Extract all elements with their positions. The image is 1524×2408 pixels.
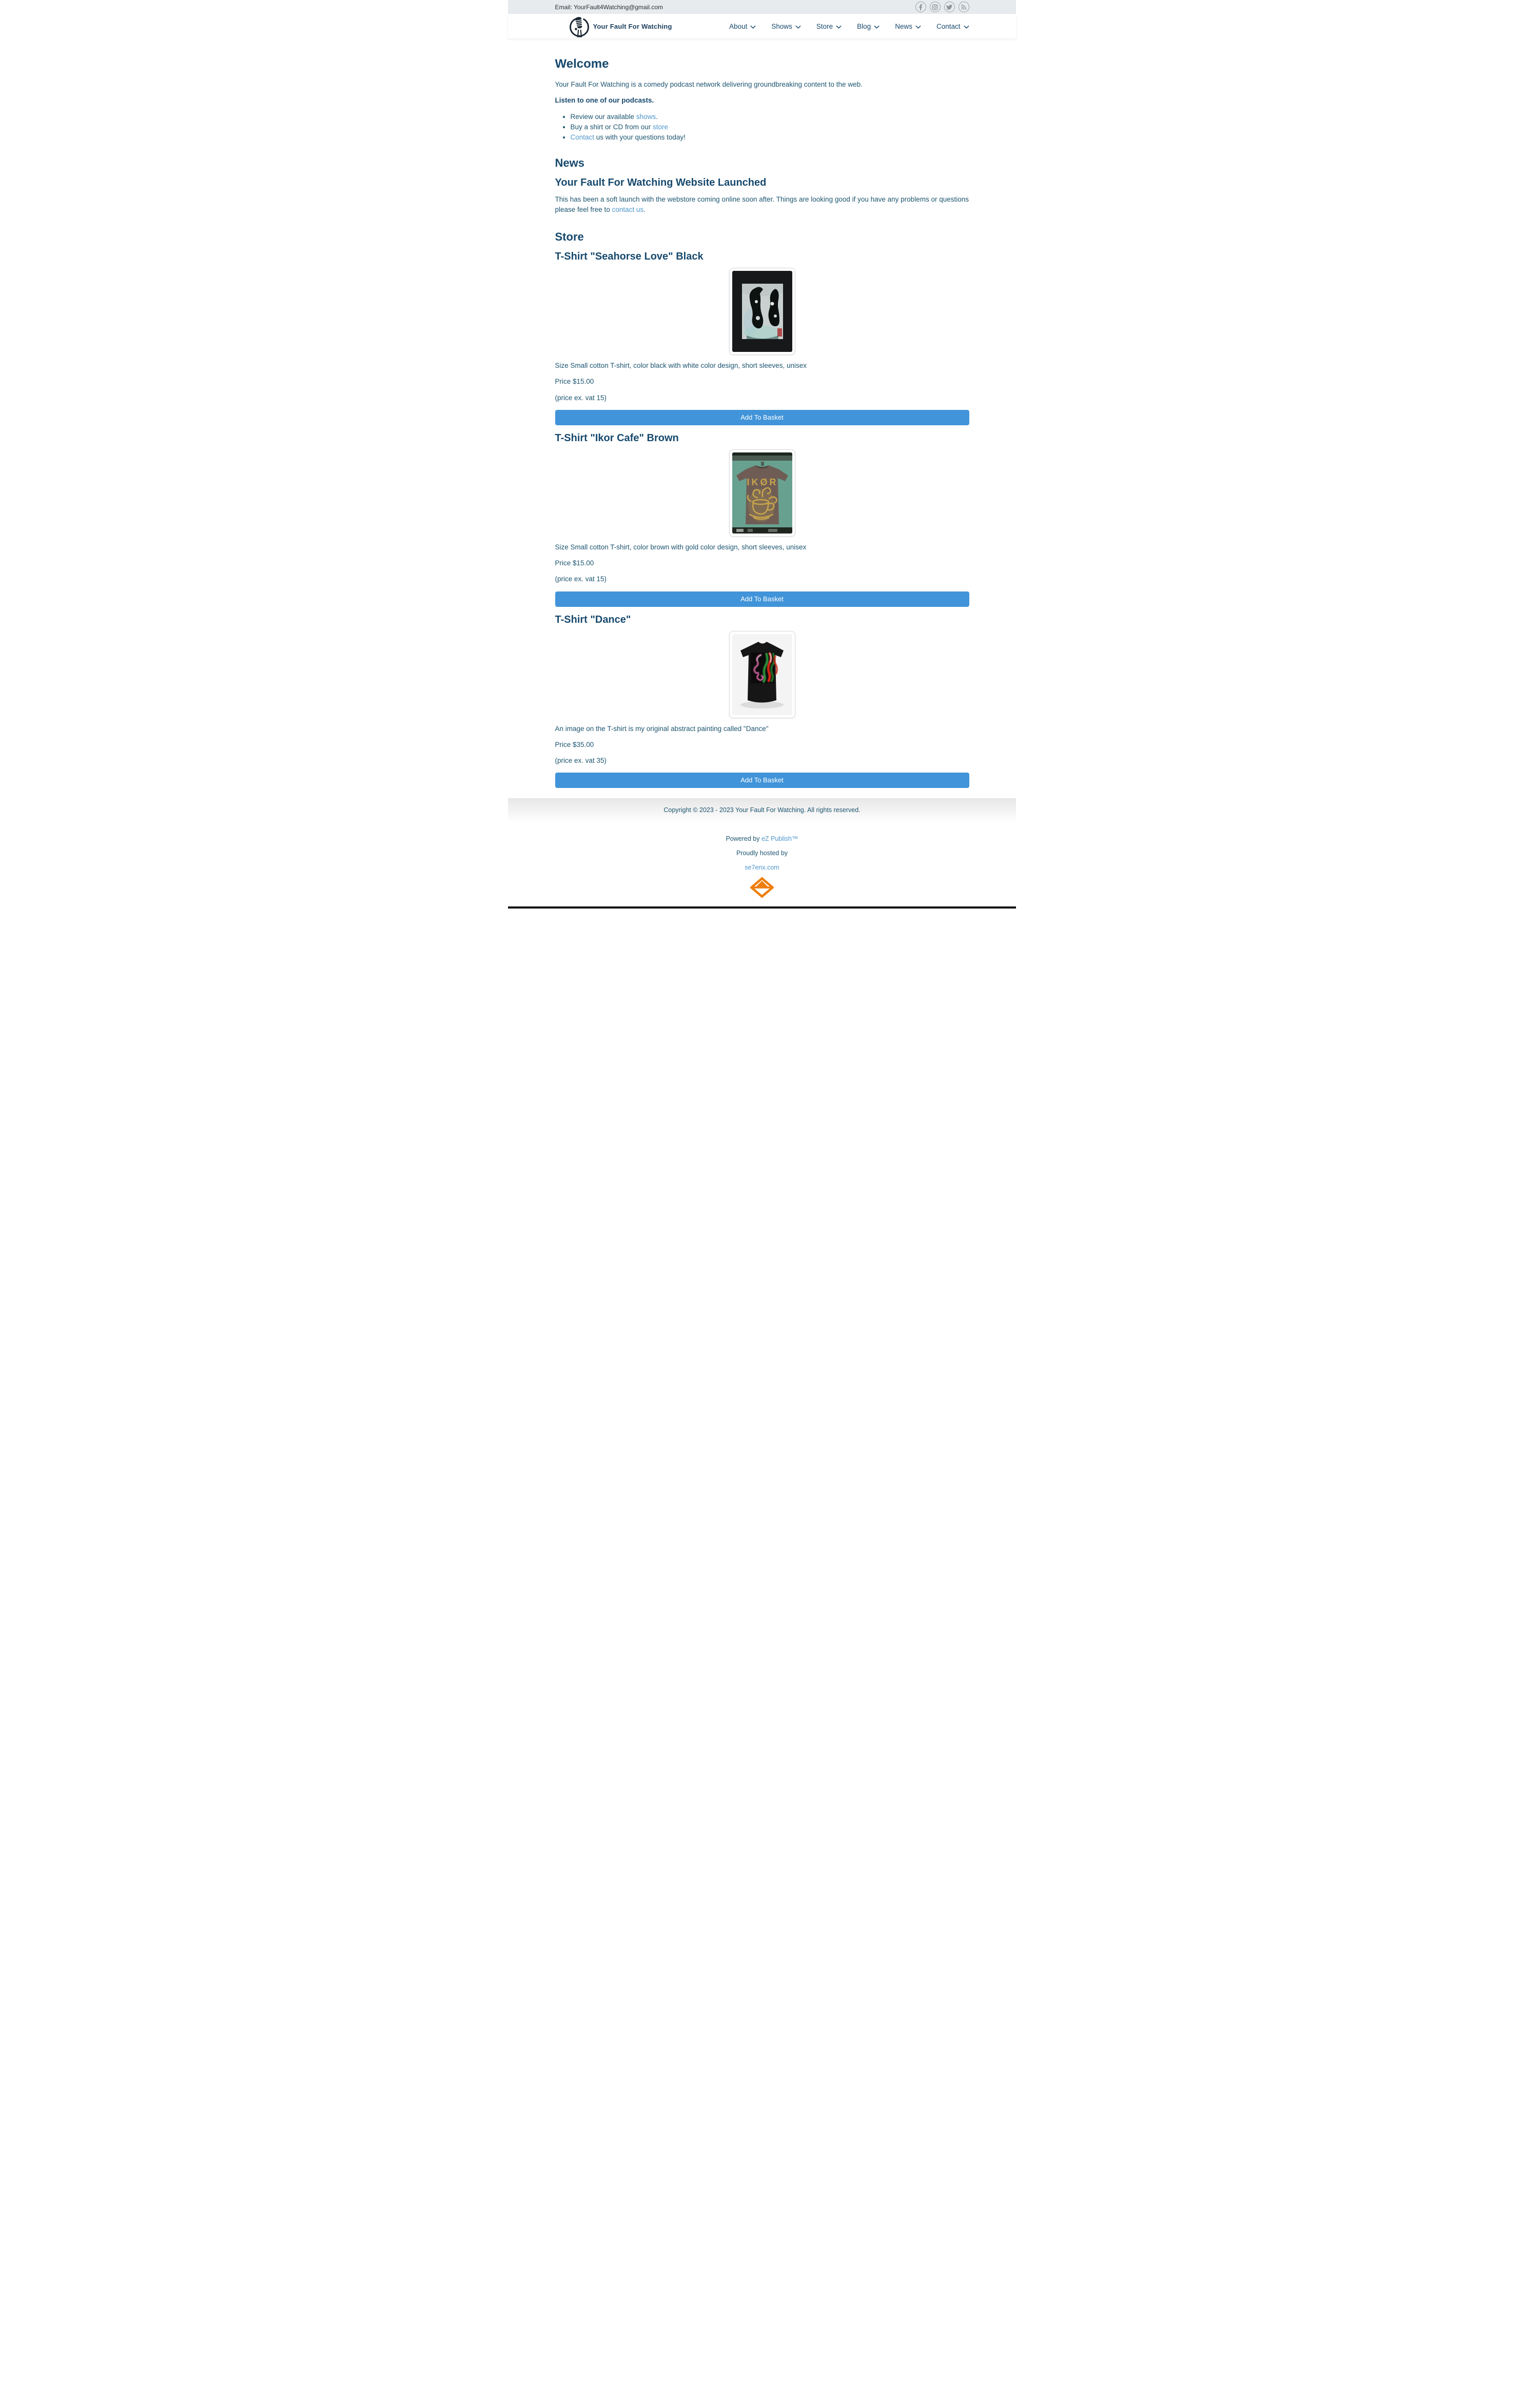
chevron-down-icon	[836, 25, 842, 29]
product-image-dance	[729, 631, 795, 718]
nav-contact[interactable]	[936, 23, 969, 30]
news-body-text: This has been a soft launch with the webstore coming online soon after. Things are looking good if you have any problems or questions please feel free to	[555, 195, 969, 213]
chevron-down-icon	[915, 25, 921, 29]
rss-icon[interactable]	[959, 2, 969, 12]
se7enx-logo-icon	[750, 877, 774, 898]
product-title: T-Shirt "Dance"	[555, 614, 631, 625]
product-vat: (price ex. vat 15)	[555, 575, 607, 583]
brand-name: Your Fault For Watching	[593, 22, 672, 30]
welcome-intro: Your Fault For Watching is a comedy podcast network delivering groundbreaking content to the web.	[555, 81, 863, 88]
product-ikor	[555, 432, 969, 607]
bullet-text: .	[656, 112, 658, 121]
main-nav	[729, 23, 969, 30]
chevron-down-icon	[964, 25, 969, 29]
se7enx-link[interactable]: se7enx.com	[745, 863, 779, 871]
add-to-basket-button[interactable]: Add To Basket	[555, 410, 969, 425]
powered-by-line	[508, 834, 1016, 844]
product-title: T-Shirt "Seahorse Love" Black	[555, 251, 704, 262]
product-image-ikor	[729, 449, 795, 537]
news-body-text: .	[643, 205, 646, 213]
contact-email: Email: YourFault4Watching@gmail.com	[555, 3, 663, 11]
hosted-by-line: Proudly hosted by	[736, 849, 788, 857]
copyright-band	[508, 798, 1016, 822]
chevron-down-icon	[750, 25, 756, 29]
page-title: Welcome	[555, 57, 609, 71]
nav-shows[interactable]	[771, 23, 801, 30]
topbar	[508, 0, 1016, 14]
product-seahorse	[555, 251, 969, 425]
list-item	[571, 113, 969, 121]
microphone-logo-icon	[569, 14, 590, 38]
dance-shirt-photo	[732, 634, 792, 715]
welcome-bullets	[555, 113, 969, 141]
product-image-seahorse	[729, 268, 795, 355]
listen-line: Listen to one of our podcasts.	[555, 96, 654, 105]
product-price: Price $15.00	[555, 559, 594, 567]
shirt-print-text: IKØR	[747, 477, 778, 487]
nav-store[interactable]	[816, 23, 842, 30]
nav-contact-label: Contact	[936, 22, 961, 30]
powered-by-text: Powered by	[726, 835, 761, 842]
news-article-body	[555, 194, 969, 215]
facebook-icon[interactable]	[915, 2, 926, 12]
product-description: An image on the T-shirt is my original abstract painting called "Dance"	[555, 724, 769, 733]
bullet-text: Buy a shirt or CD from our	[570, 123, 653, 131]
product-dance	[555, 614, 969, 788]
twitter-icon[interactable]	[944, 2, 955, 12]
ez-publish-link[interactable]: eZ Publish™	[761, 835, 798, 842]
product-price: Price $15.00	[555, 378, 594, 386]
product-description: Size Small cotton T-shirt, color brown with gold color design, short sleeves, unisex	[555, 543, 807, 551]
nav-store-label: Store	[816, 22, 833, 30]
contact-us-link[interactable]: contact us	[612, 205, 644, 213]
nav-blog[interactable]	[857, 23, 880, 30]
contact-link[interactable]: Contact	[570, 133, 595, 141]
bullet-text: Review our available	[570, 112, 636, 121]
news-article-title: Your Fault For Watching Website Launched	[555, 176, 767, 188]
shows-link[interactable]: shows	[636, 112, 656, 121]
product-description: Size Small cotton T-shirt, color black with white color design, short sleeves, unisex	[555, 362, 807, 369]
bullet-text: us with your questions today!	[594, 133, 686, 141]
page-bottom-border	[508, 906, 1016, 909]
site-header	[508, 14, 1016, 38]
site-logo[interactable]	[555, 14, 672, 38]
nav-shows-label: Shows	[771, 22, 792, 30]
nav-news-label: News	[895, 22, 912, 30]
add-to-basket-button[interactable]: Add To Basket	[555, 773, 969, 788]
ikor-shirt-photo	[732, 452, 792, 534]
nav-about[interactable]	[729, 23, 756, 30]
store-section-title: Store	[555, 230, 584, 243]
news-section-title: News	[555, 156, 584, 169]
list-item	[571, 123, 969, 131]
store-link[interactable]: store	[653, 123, 669, 131]
nav-news[interactable]	[895, 23, 921, 30]
instagram-icon[interactable]	[930, 2, 941, 12]
product-title: T-Shirt "Ikor Cafe" Brown	[555, 432, 679, 444]
seahorse-shirt-photo	[732, 271, 792, 352]
list-item	[571, 133, 969, 141]
product-vat: (price ex. vat 15)	[555, 393, 607, 402]
site-footer	[508, 798, 1016, 898]
chevron-down-icon	[795, 25, 801, 29]
chevron-down-icon	[874, 25, 880, 29]
nav-about-label: About	[729, 22, 748, 30]
product-price: Price $35.00	[555, 740, 594, 748]
social-links	[915, 2, 969, 12]
add-to-basket-button[interactable]: Add To Basket	[555, 591, 969, 607]
copyright-text: Copyright © 2023 - 2023 Your Fault For Watching. All rights reserved.	[663, 806, 861, 814]
product-vat: (price ex. vat 35)	[555, 757, 607, 764]
nav-blog-label: Blog	[857, 22, 871, 30]
